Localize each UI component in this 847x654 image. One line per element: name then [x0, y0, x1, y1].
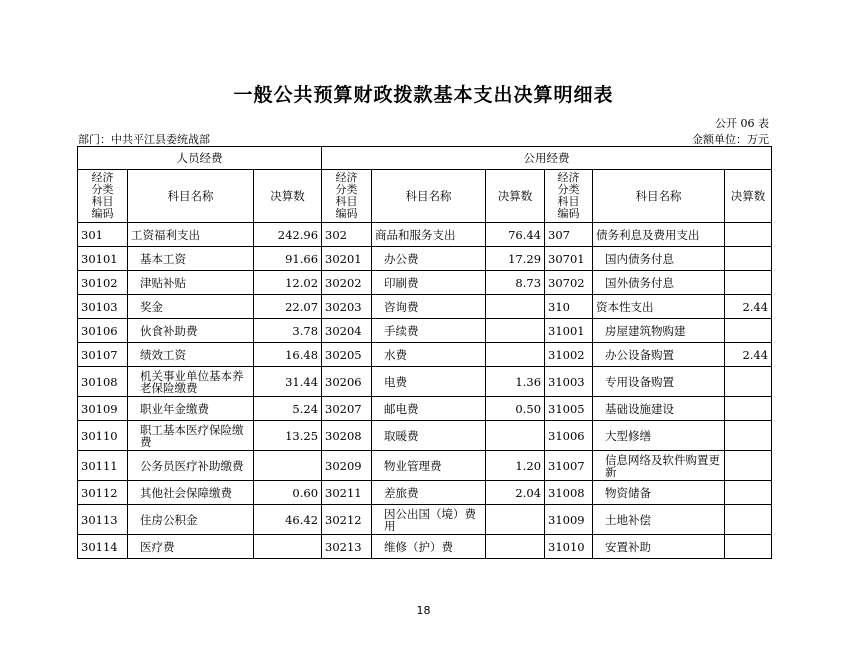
amount-cell — [725, 271, 772, 295]
subject-name-cell: 资本性支出 — [593, 295, 725, 319]
table-row — [78, 421, 772, 451]
subject-code-cell: 30702 — [545, 271, 593, 295]
subject-code-cell: 31008 — [545, 481, 593, 505]
table-row — [78, 505, 772, 535]
table-row — [78, 295, 772, 319]
amount-cell: 5.24 — [254, 397, 322, 421]
subject-code-cell: 30204 — [322, 319, 372, 343]
amount-cell — [725, 223, 772, 247]
subject-code-cell: 30212 — [322, 505, 372, 535]
amount-cell — [725, 397, 772, 421]
subject-name-cell: 职业年金缴费 — [128, 397, 254, 421]
public-expense-header: 公用经费 — [322, 147, 772, 170]
subject-code-cell: 30211 — [322, 481, 372, 505]
subject-name-cell: 大型修缮 — [593, 421, 725, 451]
subject-code-cell: 30110 — [78, 421, 128, 451]
amount-cell — [725, 319, 772, 343]
amount-cell — [254, 535, 322, 559]
subject-code-cell: 30201 — [322, 247, 372, 271]
subject-name-cell: 公务员医疗补助缴费 — [128, 451, 254, 481]
amount-cell: 2.44 — [725, 343, 772, 367]
amount-cell — [725, 481, 772, 505]
subject-code-cell: 30202 — [322, 271, 372, 295]
amount-header: 决算数 — [254, 170, 322, 223]
subject-code-cell: 30208 — [322, 421, 372, 451]
subject-name-cell: 因公出国（境）费用 — [372, 505, 486, 535]
subject-name-cell: 办公设备购置 — [593, 343, 725, 367]
table-row — [78, 343, 772, 367]
subject-code-cell: 30101 — [78, 247, 128, 271]
amount-cell — [725, 505, 772, 535]
amount-cell: 46.42 — [254, 505, 322, 535]
subject-code-cell: 302 — [322, 223, 372, 247]
subject-name-cell: 物业管理费 — [372, 451, 486, 481]
personnel-expense-header: 人员经费 — [78, 147, 322, 170]
table-row — [78, 451, 772, 481]
subject-name-cell: 水费 — [372, 343, 486, 367]
subject-code-cell: 30111 — [78, 451, 128, 481]
amount-cell: 2.04 — [486, 481, 545, 505]
amount-cell: 13.25 — [254, 421, 322, 451]
subject-code-cell: 30207 — [322, 397, 372, 421]
table-row — [78, 247, 772, 271]
form-number: 公开 06 表 — [715, 117, 769, 130]
amount-header: 决算数 — [725, 170, 772, 223]
header-column-row — [78, 170, 772, 223]
subject-name-cell: 安置补助 — [593, 535, 725, 559]
table-row — [78, 397, 772, 421]
subject-name-cell: 取暖费 — [372, 421, 486, 451]
subject-name-cell: 国外债务付息 — [593, 271, 725, 295]
amount-cell — [725, 421, 772, 451]
subject-name-cell: 基础设施建设 — [593, 397, 725, 421]
amount-cell: 12.02 — [254, 271, 322, 295]
subject-name-cell: 津贴补贴 — [128, 271, 254, 295]
subject-name-cell: 咨询费 — [372, 295, 486, 319]
table-row — [78, 271, 772, 295]
subject-code-cell: 30107 — [78, 343, 128, 367]
amount-cell: 0.60 — [254, 481, 322, 505]
subject-name-cell: 房屋建筑物购建 — [593, 319, 725, 343]
subject-name-cell: 基本工资 — [128, 247, 254, 271]
amount-cell: 1.36 — [486, 367, 545, 397]
subject-code-cell: 30206 — [322, 367, 372, 397]
subject-code-cell: 31003 — [545, 367, 593, 397]
subject-name-cell: 印刷费 — [372, 271, 486, 295]
amount-cell — [486, 505, 545, 535]
code-header: 经济 分类 科目 编码 — [78, 170, 128, 223]
subject-name-cell: 职工基本医疗保险缴费 — [128, 421, 254, 451]
subject-name-cell: 手续费 — [372, 319, 486, 343]
subject-name-cell: 电费 — [372, 367, 486, 397]
subject-code-cell: 307 — [545, 223, 593, 247]
amount-cell: 31.44 — [254, 367, 322, 397]
subject-code-cell: 30113 — [78, 505, 128, 535]
amount-cell: 22.07 — [254, 295, 322, 319]
subject-code-cell: 31007 — [545, 451, 593, 481]
amount-cell: 3.78 — [254, 319, 322, 343]
table-row — [78, 223, 772, 247]
subject-name-header: 科目名称 — [128, 170, 254, 223]
amount-cell — [486, 295, 545, 319]
subject-name-cell: 土地补偿 — [593, 505, 725, 535]
expenditure-table — [77, 146, 772, 559]
amount-header: 决算数 — [486, 170, 545, 223]
subject-code-cell: 31009 — [545, 505, 593, 535]
subject-name-cell: 商品和服务支出 — [372, 223, 486, 247]
subject-code-cell: 30213 — [322, 535, 372, 559]
table-row — [78, 481, 772, 505]
subject-code-cell: 31005 — [545, 397, 593, 421]
amount-cell — [725, 535, 772, 559]
subject-name-cell: 奖金 — [128, 295, 254, 319]
amount-cell — [486, 343, 545, 367]
subject-code-cell: 30701 — [545, 247, 593, 271]
subject-code-cell: 30114 — [78, 535, 128, 559]
table-row — [78, 535, 772, 559]
amount-cell — [725, 451, 772, 481]
subject-name-cell: 绩效工资 — [128, 343, 254, 367]
subject-code-cell: 31001 — [545, 319, 593, 343]
subject-name-cell: 机关事业单位基本养老保险缴费 — [128, 367, 254, 397]
subject-code-cell: 310 — [545, 295, 593, 319]
subject-name-cell: 信息网络及软件购置更新 — [593, 451, 725, 481]
amount-cell — [486, 421, 545, 451]
subject-name-cell: 专用设备购置 — [593, 367, 725, 397]
amount-cell — [725, 247, 772, 271]
amount-cell: 1.20 — [486, 451, 545, 481]
subject-code-cell: 31002 — [545, 343, 593, 367]
subject-code-cell: 30109 — [78, 397, 128, 421]
subject-name-cell: 工资福利支出 — [128, 223, 254, 247]
subject-name-cell: 住房公积金 — [128, 505, 254, 535]
subject-code-cell: 30209 — [322, 451, 372, 481]
code-header: 经济 分类 科目 编码 — [545, 170, 593, 223]
subject-code-cell: 301 — [78, 223, 128, 247]
subject-name-cell: 维修（护）费 — [372, 535, 486, 559]
amount-cell: 16.48 — [254, 343, 322, 367]
amount-cell: 0.50 — [486, 397, 545, 421]
code-header: 经济 分类 科目 编码 — [322, 170, 372, 223]
subject-code-cell: 30203 — [322, 295, 372, 319]
subject-name-header: 科目名称 — [372, 170, 486, 223]
amount-cell — [725, 367, 772, 397]
table-row — [78, 367, 772, 397]
amount-cell — [486, 319, 545, 343]
subject-code-cell: 30106 — [78, 319, 128, 343]
amount-cell: 17.29 — [486, 247, 545, 271]
amount-cell: 91.66 — [254, 247, 322, 271]
department-label: 部门：中共平江县委统战部 — [78, 133, 210, 146]
amount-cell: 2.44 — [725, 295, 772, 319]
subject-code-cell: 30103 — [78, 295, 128, 319]
subject-code-cell: 30102 — [78, 271, 128, 295]
subject-name-cell: 差旅费 — [372, 481, 486, 505]
page-title: 一般公共预算财政拨款基本支出决算明细表 — [233, 84, 614, 106]
subject-name-cell: 办公费 — [372, 247, 486, 271]
subject-code-cell: 31006 — [545, 421, 593, 451]
amount-unit-label: 金额单位：万元 — [692, 133, 769, 146]
amount-cell: 242.96 — [254, 223, 322, 247]
subject-name-cell: 伙食补助费 — [128, 319, 254, 343]
subject-name-cell: 医疗费 — [128, 535, 254, 559]
subject-name-cell: 其他社会保障缴费 — [128, 481, 254, 505]
subject-code-cell: 30108 — [78, 367, 128, 397]
subject-name-cell: 债务利息及费用支出 — [593, 223, 725, 247]
subject-code-cell: 31010 — [545, 535, 593, 559]
header-group-row — [78, 147, 772, 170]
amount-cell — [254, 451, 322, 481]
subject-code-cell: 30112 — [78, 481, 128, 505]
amount-cell — [486, 535, 545, 559]
page-number: 18 — [416, 604, 431, 617]
table-row — [78, 319, 772, 343]
subject-name-cell: 邮电费 — [372, 397, 486, 421]
subject-name-header: 科目名称 — [593, 170, 725, 223]
subject-code-cell: 30205 — [322, 343, 372, 367]
amount-cell: 76.44 — [486, 223, 545, 247]
subject-name-cell: 物资储备 — [593, 481, 725, 505]
subject-name-cell: 国内债务付息 — [593, 247, 725, 271]
amount-cell: 8.73 — [486, 271, 545, 295]
